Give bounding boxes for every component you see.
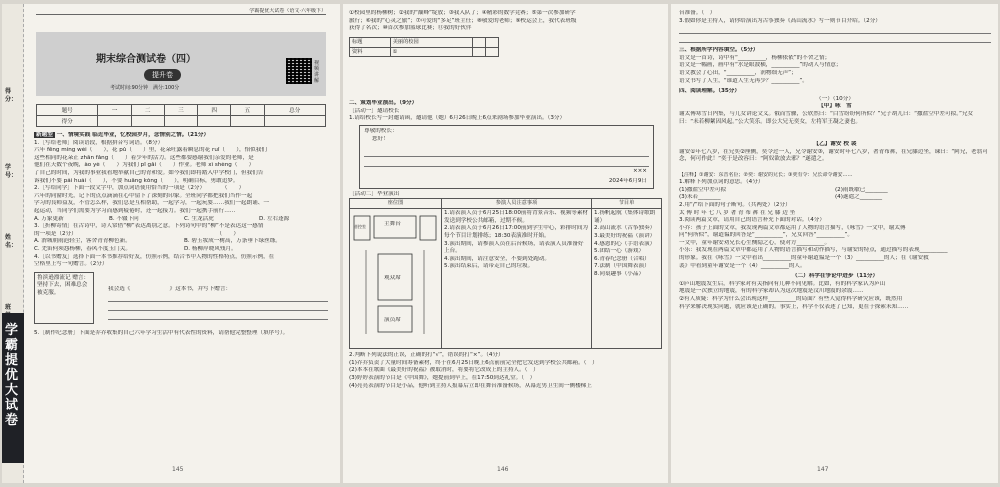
judge-item[interactable]: (3)婷婷表演的节目是《中国舞》，她提前到早上，在17:50到达礼堂。（ ） — [349, 374, 536, 381]
part-one-title: （一）（10分） — [816, 95, 854, 102]
note-item: 1.请表演人员于6月25日18:00前将背景音乐、视频等素材发送到学校公共邮箱，过期不候。 — [444, 210, 589, 224]
question-8: 3.假如你是主持人，请你给演出为古筝独奏《高山流水》写一则节目介绍。（2分） — [679, 17, 881, 24]
score-cell: 得分 — [37, 116, 98, 127]
activity-two-label: ［活动二］毕业演出 — [349, 190, 400, 197]
question-4: 4.［以书赠友］选择下面一本书推荐给好友，仿照示例，结合书中人物的性格特点，仿照示例，在 — [34, 253, 275, 260]
material-line: 获得了名次；⑩首次参加篮球比赛；⑪我的好伙伴 — [349, 25, 472, 32]
page-number: 145 — [172, 466, 184, 473]
brand-logo — [2, 313, 24, 463]
option-a[interactable]: A. 渭城朝雨浥轻尘，客舍青青柳色新。 — [34, 238, 131, 245]
letter-signature: ××× — [632, 167, 647, 174]
judge-item[interactable]: (1)乔乔负责了大量时间筹备素材，终于在6月25日晚上6点前前完全把它发送到学校公共邮箱。（ ） — [349, 359, 598, 366]
answer-line[interactable] — [108, 312, 328, 320]
header-strip — [36, 8, 326, 15]
material-line: ①校园里的杨柳树；②我的“巅峰”绽放；③我入队了；④精彩的数学竞赛；⑤第一次参加研学 — [349, 10, 576, 16]
table-row — [350, 37, 499, 47]
table-cell: 美丽的校园 — [390, 37, 472, 47]
question-2-line: 六年的同窗时光，记下的点点滴滴在心中留下了深刻的印象。全班同学都把我们当作一起 — [34, 192, 253, 199]
fill-blank-line[interactable]: 语文是一首诗，诗中有“__________，杨柳依依”的不舍之情； — [679, 54, 831, 61]
section-three-title: 三、根据所学内容填空。（5分） — [679, 47, 759, 54]
judge-item-tail: 台准备。（ ） — [679, 10, 716, 16]
option-b[interactable]: B. 碧玉妆成一树高，万条垂下绿丝绦。 — [184, 238, 281, 245]
fill-blank-line[interactable]: 语文书写了人生，“谁道人生无再少？__________”。 — [679, 77, 808, 84]
qr-caption: 视频讲解 — [314, 60, 320, 84]
table-cell: 资料 — [350, 47, 391, 57]
section-two-title: 二、策划毕业演出。（9分） — [349, 100, 418, 106]
note-item: 3.演出期间，请参演人员在后台候场，请表演人员准备好上台。 — [444, 240, 584, 255]
exam-title: 期末综合测试卷（四） — [96, 54, 196, 65]
score-cell[interactable] — [131, 116, 164, 127]
table-row — [350, 47, 499, 57]
page-146 — [343, 4, 668, 483]
part-two-title: （二）科学在争论中进步（11分） — [791, 273, 879, 280]
question-11: 3.阅读两篇文章，请用自己的语言补充下面的对话。（4分） — [679, 217, 825, 224]
option-b[interactable]: B. 不辍下问 — [109, 215, 139, 222]
table-header: 参演人员注意事项 — [442, 199, 592, 209]
judge-item[interactable]: (2)本本在歌曲《最美好的祝福》被取消时，将要将它改成上的主持人。（ ） — [349, 367, 539, 374]
spine-id-label: 学号： — [5, 164, 18, 179]
program-item: 6.青春纪念册（合唱） — [594, 255, 650, 262]
question-6: 1.请给校长写一封邀请函，邀请他（她）6月26日晚上6点来剧场参加毕业演出。（3分） — [349, 115, 566, 122]
question-1-line: 这些相同的花朵正 zhān fǎng（ ）着少年的活力。这些都要感谢我们亲爱的老师，是 — [34, 154, 254, 161]
new-type-badge: 新题型 — [36, 132, 53, 138]
dialog-line[interactable]: 的形象。我在《咏雪》一文中看出__________的童年谢道韫是一个（3）__________的人；在《谢安救 — [679, 255, 929, 262]
passage-a-title: 【甲】咏 雪 — [818, 103, 852, 110]
section-four-title: 四、阅读理解。（35分） — [679, 88, 740, 95]
question-4-sub: 空格里上写一句赠言。（2分） — [34, 261, 108, 268]
fill-blank-line[interactable]: 语文是一幅画，画中有“水是眼波横，__________”的动人与情意； — [679, 62, 842, 69]
audience-label: 观众席 — [384, 275, 401, 282]
table-cell[interactable] — [472, 47, 485, 57]
score-cell[interactable] — [198, 116, 231, 127]
letter-box[interactable] — [359, 125, 654, 189]
question-2: 2.［写给同学］下面一段文字中，加点词语使用恰当的一项是（2分） （ ） — [34, 185, 245, 192]
option-d[interactable]: D. 杨柳岸晓风残月。 — [184, 245, 237, 252]
note-item: 4.演出期间，请注意安全，不要到处跑动。 — [444, 255, 551, 262]
program-item: 5.团结一心（游戏） — [594, 248, 645, 255]
passage-line: ②有人质疑：科学为什么会出现这样__________的局面？有些人觉得科学研究应该，既然用 — [679, 296, 903, 303]
table-cell[interactable] — [472, 37, 485, 47]
option-c[interactable]: C. 生龙活虎 — [184, 215, 214, 222]
score-cell: 题号 — [37, 105, 98, 116]
question-7: 2.判断下列说法的正误，正确的打“√”，错误的打“×”。（4分） — [349, 352, 504, 359]
letter-greeting: 尊敬的校长： — [364, 127, 398, 134]
example-box: 鲁滨逊漂流记 赠言：坚持下去，困难总会被克服。 — [34, 272, 94, 324]
seating-chart — [350, 209, 442, 349]
answer-line[interactable] — [364, 149, 649, 157]
letter-date: 2024年6月9日 — [608, 177, 647, 184]
program-item: 7.法制（中国舞表演） — [594, 263, 650, 270]
performer-label: 演员席 — [384, 317, 401, 324]
annotation-note: 【注释】①谢安：东晋名臣；②奕：谢安的兄长；③奕有令：兄长命令谢安…… — [679, 171, 853, 178]
answer-line[interactable] — [679, 35, 991, 43]
page-145 — [2, 4, 340, 483]
score-table — [36, 104, 326, 127]
question-3-sub: 的一项是（2分） （ ） — [34, 230, 239, 237]
note-item: 5.演出结束后，请带走自己的垃圾。 — [444, 263, 534, 270]
answer-line[interactable] — [364, 159, 649, 167]
score-cell: 一 — [98, 105, 131, 116]
letter-hello: 您好！ — [372, 135, 389, 142]
dialog-line[interactable]: 一文中，童年谢安劝兄长心生恻隐之心，使对方__________。 — [679, 239, 831, 246]
dialog-line[interactable]: 小乐：我发现在两篇文章中都运用了人物的语言描写和动作描写，与谢安的特点，通过描写的表现__________ — [679, 247, 948, 254]
table-cell: ① — [390, 47, 472, 57]
option-a[interactable]: A. 万象更新 — [34, 215, 64, 222]
answer-line[interactable] — [679, 26, 991, 34]
score-cell[interactable] — [98, 116, 131, 127]
material-list — [349, 10, 664, 57]
option-c[interactable]: C. 羌笛何须怨杨柳，春风不度玉门关。 — [34, 245, 131, 252]
passage-line: 地震是一次独立的地震，有的科学家却认为这次地震是汶川地震的余震…… — [679, 288, 864, 295]
material-table — [349, 37, 499, 58]
table-cell: 标题 — [350, 37, 391, 47]
word-item[interactable]: (3)未若________ — [679, 194, 721, 201]
gift-line: 我会选《 》这本书，并写下赠言： — [108, 285, 232, 292]
passage-a-text: 谢太傅寒雪日内集，与儿女讲论文义。俄而雪骤，公欣然曰：“白雪纷纷何所似？”兄子胡儿曰：“撒盐空中差可拟。”兄女曰：“未若柳絮因风起。”公大笑乐。即公大兄无奕女，左将军王凝之妻也。 — [679, 110, 974, 125]
dialog-line[interactable]: 裴》中看到童年谢安是一个（4）__________的人。 — [679, 262, 806, 269]
score-cell: 五 — [231, 105, 264, 116]
section-one-title: 一、情境实践 临近毕业，忆校园岁月，念情别之情。（21分） — [56, 132, 210, 138]
word-item[interactable]: (1)撒盐空中差可拟 — [679, 186, 727, 193]
answer-line[interactable] — [108, 294, 328, 302]
table-header: 节目单 — [592, 199, 662, 209]
table-row — [350, 199, 662, 209]
sentence-to-split[interactable]: 太 傅 时 年 七 八 岁 著 青 布 裤 在 兄 膝 边 坐 — [679, 209, 796, 216]
question-3: 3.［折柳寄情］在古诗中，诗人常借“柳”表达离别之意。下列诗句中的“柳”不是表达这一感情 — [34, 223, 264, 230]
question-2-line: 学习的良师益友，不管怎么样，我们总是互相帮助，一起学习，一起玩耍……我们一起朗诵、一 — [34, 200, 269, 207]
material-line: 旅行；⑥我的“心灵之旅”；⑦可爱的“多足”班主任；⑧敬爱的老师；⑨校运会上，我代表班级 — [349, 17, 577, 24]
page-number: 146 — [497, 466, 509, 473]
program-item: 8.同桌趣事（小品） — [594, 270, 645, 277]
spine-score-label: 得分： — [5, 88, 18, 103]
question-1-line: 了自己的时间，为我的事业我看地举献自己的青和爱。如今我们即将踏入中学校门，但我们告 — [34, 169, 264, 176]
page-147 — [671, 4, 998, 483]
table-header: 座位图 — [350, 199, 442, 209]
stage-label: 主舞台 — [384, 221, 401, 228]
score-cell: 总分 — [264, 105, 325, 116]
table-cell[interactable] — [485, 37, 498, 47]
section-one — [34, 132, 332, 337]
program-item: 1.扬帆起航（集体诗歌朗诵） — [594, 210, 656, 224]
qr-code-icon[interactable] — [286, 58, 312, 84]
score-table-row — [37, 105, 326, 116]
question-2-line: 起运动，当同学们需要为学习而感到疲倦时，还一起接力。我们一起携手前行…… — [34, 207, 236, 214]
dialog-line: 小乔：孩子上面的文章，我发现两篇文章都运用了人物的语言描写，《咏雪》一文中，谢太傅 — [679, 224, 906, 231]
spine-name-label: 姓名： — [5, 234, 18, 249]
question-1: 1.［写给老师］阅读语段，根据拼音写词语。（8分） — [34, 139, 164, 146]
brand-text: 学霸提优大试卷 — [5, 323, 19, 428]
table-row — [350, 209, 662, 349]
program-cell — [592, 209, 662, 349]
notes-cell — [442, 209, 592, 349]
score-cell[interactable] — [164, 116, 197, 127]
score-cell: 二 — [131, 105, 164, 116]
page-number: 147 — [817, 466, 829, 473]
fill-blank-line[interactable]: 语文教会了心田，“__________，润物细无声”； — [679, 69, 797, 76]
option-d[interactable]: D. 左右逢源 — [259, 215, 290, 222]
passage-line: 科学来解决现实问题，就应该是正确的。事实上，科学不仅表述了已知，更在于探索未知…… — [679, 303, 909, 310]
activity-one-label: ［活动一］邀请校长 — [349, 107, 400, 114]
series-header: 学霸提优大试卷（语文·六年级下） — [249, 8, 326, 14]
dialog-line[interactable]: 问“何所似”，谢道韫的回答是“__________”，兄女回答“__________”。 — [679, 232, 854, 239]
question-1-line: 他们在天数个夜晚，ào yè（ ）为我们 pī gǎi（ ）作业。老师 xì shèng（ ） — [34, 162, 255, 169]
question-5: 5.［制作纪念册］下面是乔乔收集的自己六年学习生活中有代表性的资料，请帮他完整整理（填序号）。 — [34, 329, 289, 336]
question-1-line: 六年 fēng míng wéi（ ），花 pǔ（ ）里，花朵吐露着瞬息的花 ruǐ（ ），怡似我们 — [34, 147, 267, 154]
program-item: 4.感恩的心（手语表演） — [594, 240, 656, 247]
section-one-heading — [34, 132, 332, 140]
passage-b-title: 【乙】谢安 校 裴 — [813, 140, 857, 147]
time-score-info: 考试时间:90分钟 满分:100分 — [110, 85, 180, 91]
control-room-label: 音控室 — [354, 224, 366, 230]
question-9: 1.解释下列加点词的意思。（4分） — [679, 179, 764, 186]
table-cell[interactable] — [485, 47, 498, 57]
word-item[interactable]: (4)遂遣之________ — [835, 194, 883, 201]
passage-b-text: 谢安①年七八岁，在兄奕②座侧，奕令过一人，兄令谢安③，谢安时年七八岁，著青布裤，在兄膝边坐，谏曰：“阿兄，老翁可念，何可作此！”奕于是改容曰：“阿奴欲放去邪？”遂遣之。 — [679, 148, 988, 163]
spine-class-label: 班 — [5, 304, 12, 311]
binding-spine — [2, 4, 24, 483]
answer-line[interactable] — [108, 303, 328, 311]
section-two — [349, 100, 664, 390]
program-item: 2.高山流水（古筝独奏） — [594, 225, 656, 232]
score-cell[interactable] — [231, 116, 264, 127]
passage-line: ①庐山地震发生后，科学家对有关指向有几种不同见解。比如，有的科学家认为庐山 — [679, 280, 886, 287]
word-item[interactable]: (2)雨既歇已________ — [835, 186, 888, 193]
page3-content — [679, 10, 991, 311]
score-cell: 三 — [164, 105, 197, 116]
question-10: 2.用“/”给下面的句子断句。（共两处）（2分） — [679, 201, 791, 208]
difficulty-tag: 提升卷 — [144, 69, 181, 81]
score-cell: 四 — [198, 105, 231, 116]
score-table-row — [37, 116, 326, 127]
score-cell[interactable] — [264, 116, 325, 127]
program-item: 3.最美好的祝福（演讲） — [594, 232, 656, 239]
judge-item[interactable]: (4)亮亮表演的节目是小品，他听到主持人报幕后立即在舞台准备候场，从幕近男卫生间一侧楼梯上 — [349, 382, 592, 389]
note-item: 2.请表演人员于6月26日17:00前到学生中心，彩排时间为每个节目计划排练；18:30表演准时开始。 — [444, 225, 589, 239]
question-1-line: 诉我们不要 pái huái（ ），不要 huāng kǒng（ ），明确目标，勇敢追梦。 — [34, 177, 239, 184]
performance-plan-table — [349, 198, 662, 349]
title-banner — [36, 32, 326, 96]
